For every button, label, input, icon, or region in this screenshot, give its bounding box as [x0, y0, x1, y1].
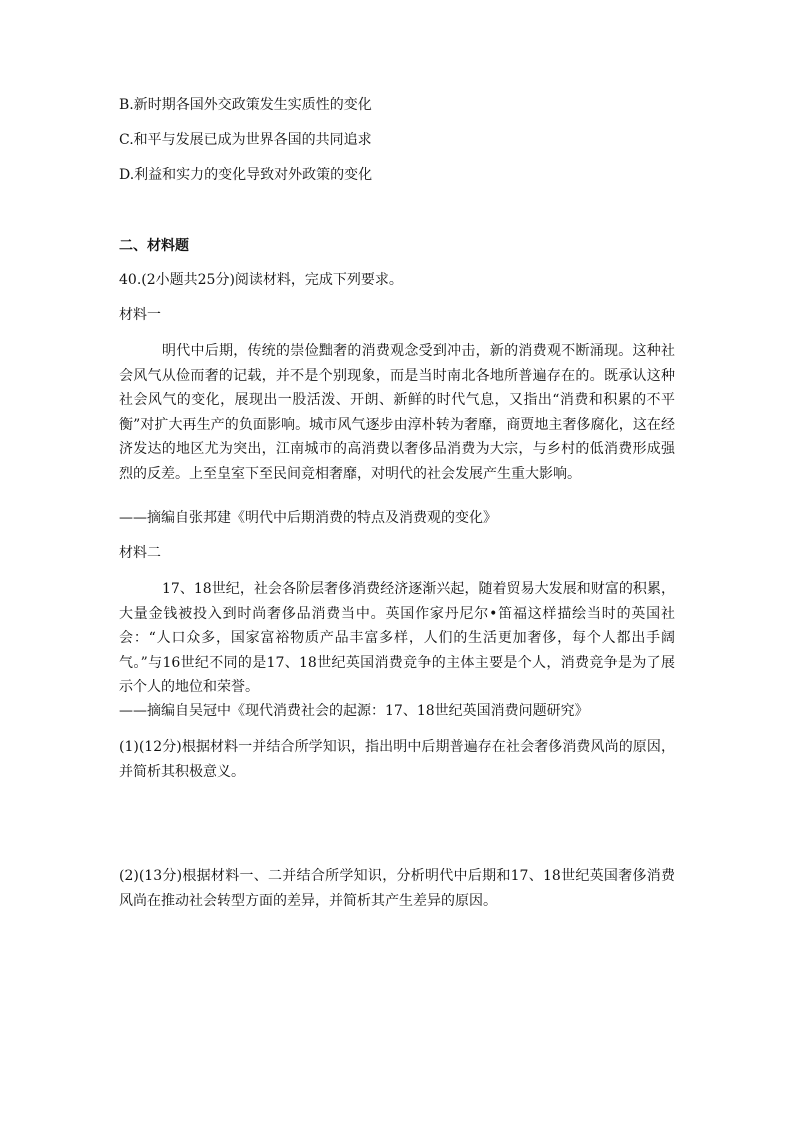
material2-label: 材料二 [119, 545, 161, 561]
option-c: C.和平与发展已成为世界各国的共同追求 [119, 132, 372, 148]
material2-body: 17、18世纪，社会各阶层奢侈消费经济逐渐兴起，随着贸易大发展和财富的积累，大量金钱被投入到时尚奢侈品消费当中。英国作家丹尼尔•笛福这样描绘当时的英国社会：“人口众多，国家富裕物质产品丰富多样，人们的生活更加奢侈，每个人都出手阔气。”与16世纪不同的是17、18世纪英国消费竞争的主体主要是个人，消费竞争是为了展示个人的地位和荣誉。 [119, 581, 675, 695]
material1-label: 材料一 [119, 307, 161, 323]
option-d: D.利益和实力的变化导致对外政策的变化 [119, 167, 373, 183]
sub-question-2: (2)(13分)根据材料一、二并结合所学知识，分析明代中后期和17、18世纪英国奢侈消费风尚在推动社会转型方面的差异，并简析其产生差异的原因。 [119, 868, 675, 909]
sub-question-1: (1)(12分)根据材料一并结合所学知识，指出明中后期普遍存在社会奢侈消费风尚的原因，并简析其积极意义。 [119, 739, 675, 780]
material2-source: ——摘编自吴冠中《现代消费社会的起源：17、18世纪英国消费问题研究》 [119, 703, 589, 719]
option-b: B.新时期各国外交政策发生实质性的变化 [119, 97, 372, 113]
question-header: 40.(2小题共25分)阅读材料，完成下列要求。 [119, 272, 403, 288]
section-title: 二、材料题 [119, 238, 189, 254]
material1-body: 明代中后期，传统的崇俭黜奢的消费观念受到冲击，新的消费观不断涌现。这种社会风气从俭而奢的记载，并不是个别现象，而是当时南北各地所普遍存在的。既承认这种社会风气的变化，展现出一股活泼、开朗、新鲜的时代气息，又指出“消费和积累的不平衡”对扩大再生产的负面影响。城市风气逐步由淳朴转为奢靡，商贾地主奢侈腐化，这在经济发达的地区尤为突出，江南城市的高消费以奢侈品消费为大宗，与乡村的低消费形成强烈的反差。上至皇室下至民间竞相奢靡，对明代的社会发展产生重大影响。 [119, 343, 675, 482]
material1-source: ——摘编自张邦建《明代中后期消费的特点及消费观的变化》 [119, 510, 497, 526]
